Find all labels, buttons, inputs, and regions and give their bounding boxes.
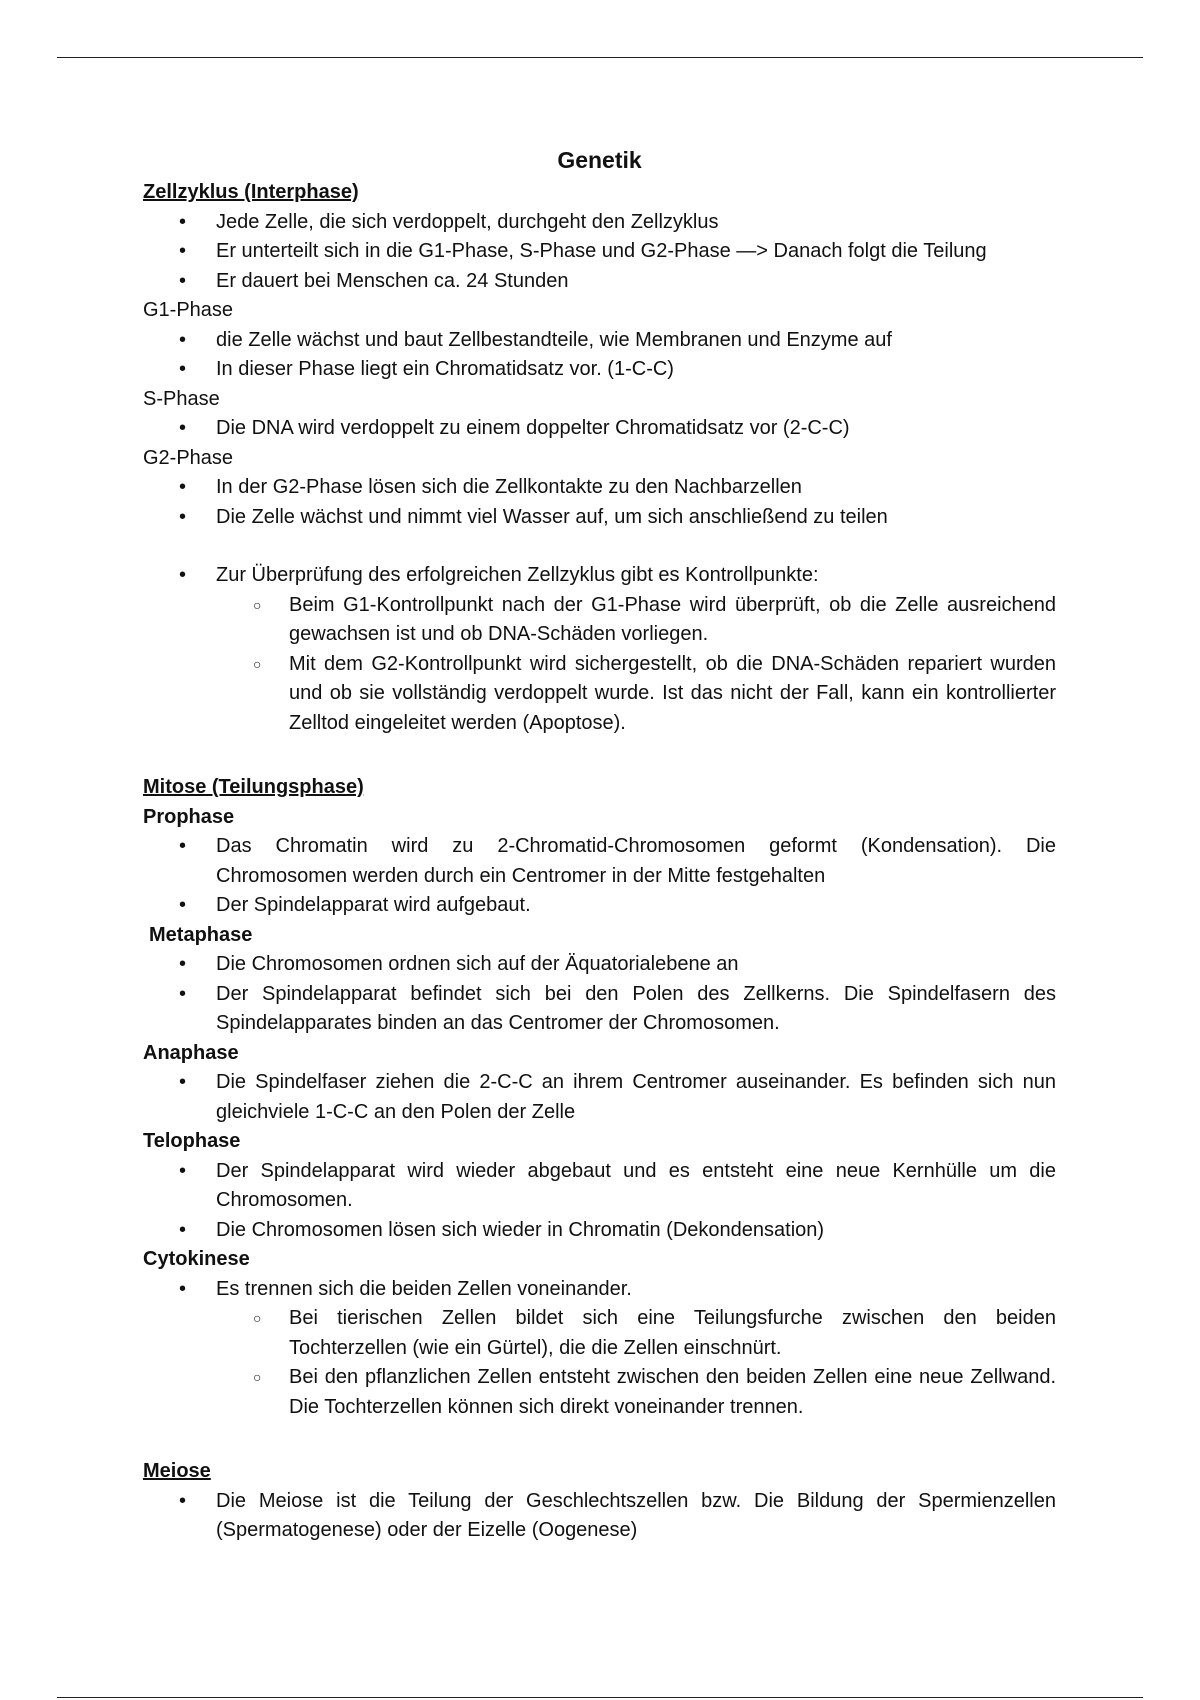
list-item: • Die Zelle wächst und nimmt viel Wasser auf, um sich anschließend zu teilen [143,503,1056,533]
list-item: • In der G2-Phase lösen sich die Zellkontakte zu den Nachbarzellen [143,473,1056,503]
page-top-rule [57,57,1143,58]
list-item: • Die Spindelfaser ziehen die 2-C-C an ihrem Centromer auseinander. Es befinden sich nun gleichviele 1-C-C an den Polen der Zelle [143,1068,1056,1127]
telophase-bullet-list [143,1157,1056,1246]
g2-bullet-list [143,473,1056,532]
list-item: • Die Chromosomen ordnen sich auf der Äquatorialebene an [143,950,1056,980]
phase-label-anaphase: Anaphase [143,1041,239,1064]
section-mitose [143,773,1056,1422]
zellzyklus-bullet-list [143,208,1056,297]
list-item: • die Zelle wächst und baut Zellbestandteile, wie Membranen und Enzyme auf [143,326,1056,356]
page-title: Genetik [557,147,642,173]
phase-label-metaphase: Metaphase [149,923,253,946]
list-item: • Es trennen sich die beiden Zellen voneinander. [143,1275,1056,1305]
metaphase-bullet-list [143,950,1056,1039]
section-heading-zellzyklus: Zellzyklus (Interphase) [143,181,359,203]
list-item: • Er unterteilt sich in die G1-Phase, S-Phase und G2-Phase —> Danach folgt die Teilung [143,237,1056,267]
page-bottom-rule [57,1697,1143,1698]
list-item: ○ Beim G1-Kontrollpunkt nach der G1-Phase wird überprüft, ob die Zelle ausreichend gewachsen ist und ob DNA-Schäden vorliegen. [143,591,1056,650]
phase-label-prophase: Prophase [143,805,235,828]
anaphase-bullet-list [143,1068,1056,1127]
section-meiose [143,1457,1056,1546]
phase-label-g2: G2-Phase [143,446,234,469]
list-item: • Der Spindelapparat befindet sich bei den Polen des Zellkerns. Die Spindelfasern des Spindelapparates binden an das Centromer der Chromosomen. [143,980,1056,1039]
section-zellzyklus [143,178,1056,738]
list-item: • Die Chromosomen lösen sich wieder in Chromatin (Dekondensation) [143,1216,1056,1246]
phase-label-g1: G1-Phase [143,299,234,321]
list-item: • Zur Überprüfung des erfolgreichen Zellzyklus gibt es Kontrollpunkte: [143,561,1056,591]
list-item: • Er dauert bei Menschen ca. 24 Stunden [143,267,1056,297]
prophase-bullet-list [143,832,1056,921]
list-item: ○ Bei tierischen Zellen bildet sich eine Teilungsfurche zwischen den beiden Tochterzellen (wie ein Gürtel), die die Zellen einschnürt. [143,1304,1056,1363]
phase-label-s: S-Phase [143,387,220,410]
list-item: • Der Spindelapparat wird aufgebaut. [143,891,1056,921]
list-item: • Das Chromatin wird zu 2-Chromatid-Chromosomen geformt (Kondensation). Die Chromosomen werden durch ein Centromer in der Mitte festgehalten [143,832,1056,891]
list-item: ○ Bei den pflanzlichen Zellen entsteht zwischen den beiden Zellen eine neue Zellwand. Die Tochterzellen können sich direkt voneinander trennen. [143,1363,1056,1422]
list-item: • Die DNA wird verdoppelt zu einem doppelter Chromatidsatz vor (2-C-C) [143,414,1056,444]
meiose-bullet-list [143,1487,1056,1546]
kontrollpunkte-list [143,561,1056,591]
s-bullet-list [143,414,1056,444]
list-item: • Der Spindelapparat wird wieder abgebaut und es entsteht eine neue Kernhülle um die Chromosomen. [143,1157,1056,1216]
list-item: • Jede Zelle, die sich verdoppelt, durchgeht den Zellzyklus [143,208,1056,238]
cytokinese-sublist [143,1304,1056,1422]
list-item: • Die Meiose ist die Teilung der Geschlechtszellen bzw. Die Bildung der Spermienzellen (Spermatogenese) oder der Eizelle (Oogenese) [143,1487,1056,1546]
g1-bullet-list [143,326,1056,385]
phase-label-telophase: Telophase [143,1130,241,1152]
cytokinese-bullet-list [143,1275,1056,1305]
list-item: ○ Mit dem G2-Kontrollpunkt wird sichergestellt, ob die DNA-Schäden repariert wurden und ob sie vollständig verdoppelt wurde. Ist das nicht der Fall, kann ein kontrollierter Zelltod eingeleitet werden (Apoptose). [143,650,1056,739]
kontrollpunkte-sublist [143,591,1056,739]
section-heading-meiose: Meiose [143,1460,211,1482]
phase-label-cytokinese: Cytokinese [143,1248,250,1270]
section-heading-mitose: Mitose (Teilungsphase) [143,776,364,798]
list-item: • In dieser Phase liegt ein Chromatidsatz vor. (1-C-C) [143,355,1056,385]
